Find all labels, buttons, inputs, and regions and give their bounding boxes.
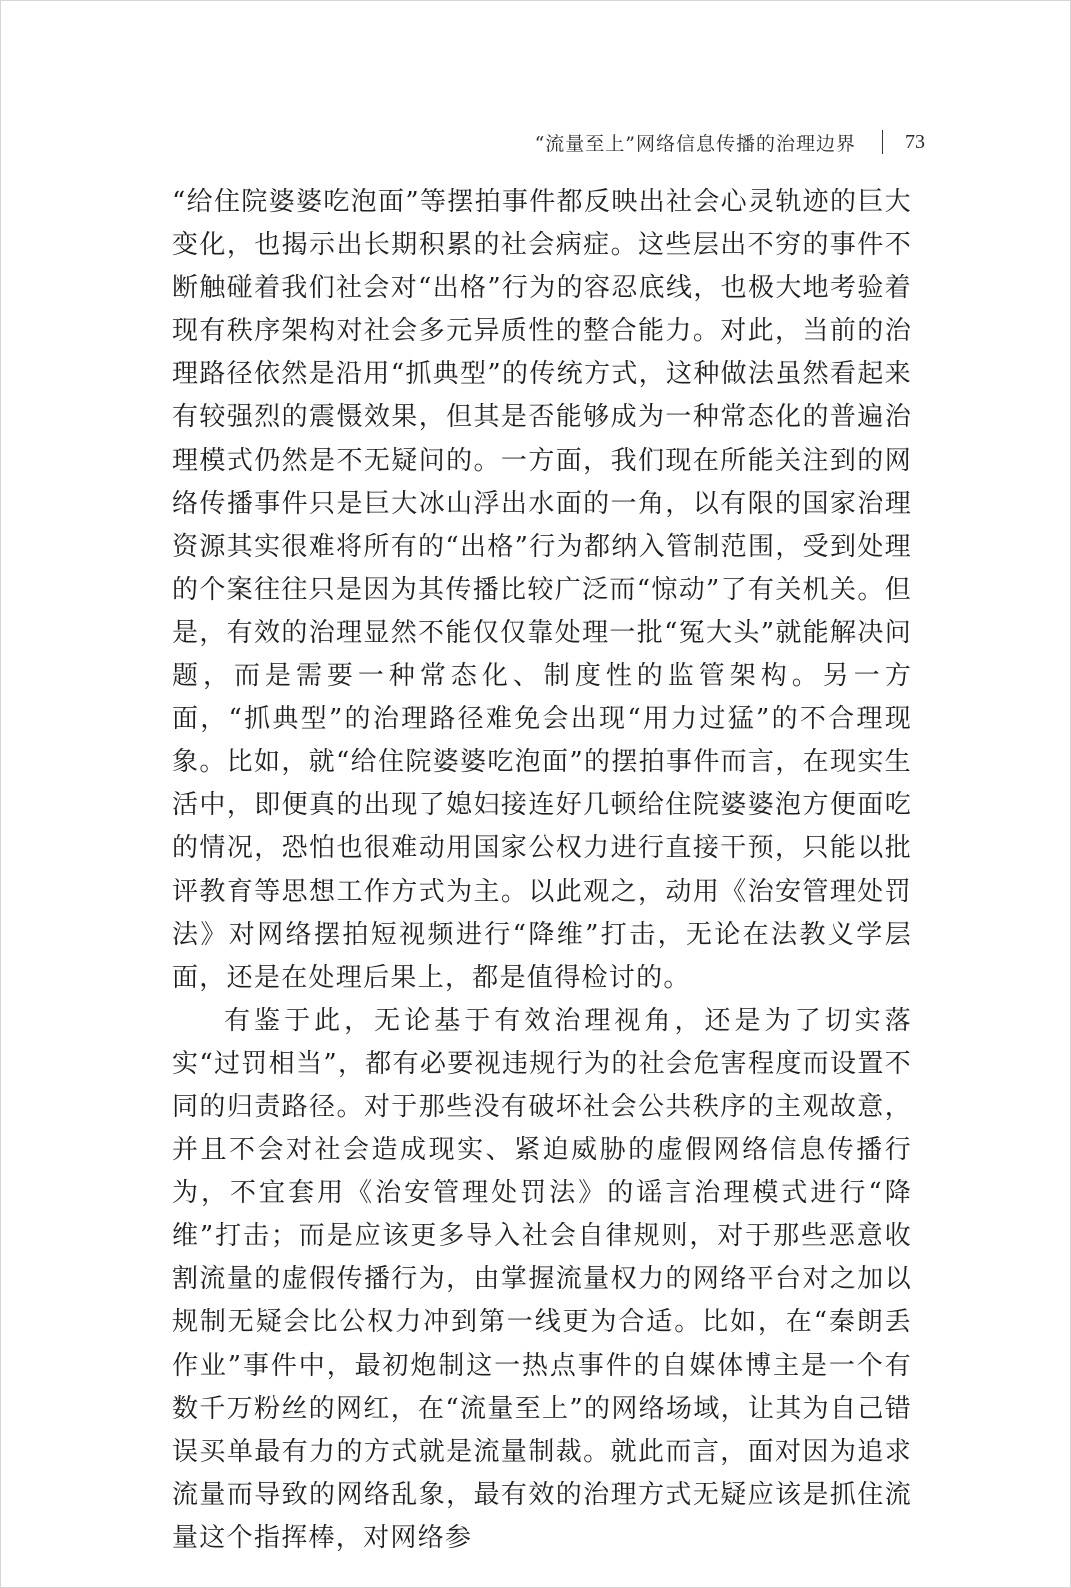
paragraph-continued: “给住院婆婆吃泡面”等摆拍事件都反映出社会心灵轨迹的巨大变化，也揭示出长期积累的社会病症。这些层出不穷的事件不断触碰着我们社会对“出格”行为的容忍底线，也极大地考验着现有秩序架构对社会多元异质性的整合能力。对此，当前的治理路径依然是沿用“抓典型”的传统方式，这种做法虽然看起来有较强烈的震慑效果，但其是否能够成为一种常态化的普遍治理模式仍然是不无疑问的。一方面，我们现在所能关注到的网络传播事件只是巨大冰山浮出水面的一角，以有限的国家治理资源其实很难将所有的“出格”行为都纳入管制范围，受到处理的个案往往只是因为其传播比较广泛而“惊动”了有关机关。但是，有效的治理显然不能仅仅靠处理一批“冤大头”就能解决问题，而是需要一种常态化、制度性的监管架构。另一方面，“抓典型”的治理路径难免会出现“用力过猛”的不合理现象。比如，就“给住院婆婆吃泡面”的摆拍事件而言，在现实生活中，即便真的出现了媳妇接连好几顿给住院婆婆泡方便面吃的情况，恐怕也很难动用国家公权力进行直接干预，只能以批评教育等思想工作方式为主。以此观之，动用《治安管理处罚法》对网络摆拍短视频进行“降维”打击，无论在法教义学层面，还是在处理后果上，都是值得检讨的。 xyxy=(172,187,913,993)
page-number: 73 xyxy=(905,130,925,153)
chapter-title: “流量至上”网络信息传播的治理边界 xyxy=(534,132,856,155)
paragraph: 有鉴于此，无论基于有效治理视角，还是为了切实落实“过罚相当”，都有必要视违规行为的社会危害程度而设置不同的归责路径。对于那些没有破坏社会公共秩序的主观故意，并且不会对社会造成现实、紧迫威胁的虚假网络信息传播行为，不宜套用《治安管理处罚法》的谣言治理模式进行“降维”打击；而是应该更多导入社会自律规则，对于那些恶意收割流量的虚假传播行为，由掌握流量权力的网络平台对之加以规制无疑会比公权力冲到第一线更为合适。比如，在“秦朗丢作业”事件中，最初炮制这一热点事件的自媒体博主是一个有数千万粉丝的网红，在“流量至上”的网络场域，让其为自己错误买单最有力的方式就是流量制裁。就此而言，面对因为追求流量而导致的网络乱象，最有效的治理方式无疑应该是抓住流量这个指挥棒，对网络参 xyxy=(172,1005,912,1553)
running-header xyxy=(535,126,925,158)
header-divider xyxy=(882,130,883,154)
body-text xyxy=(172,181,912,1560)
